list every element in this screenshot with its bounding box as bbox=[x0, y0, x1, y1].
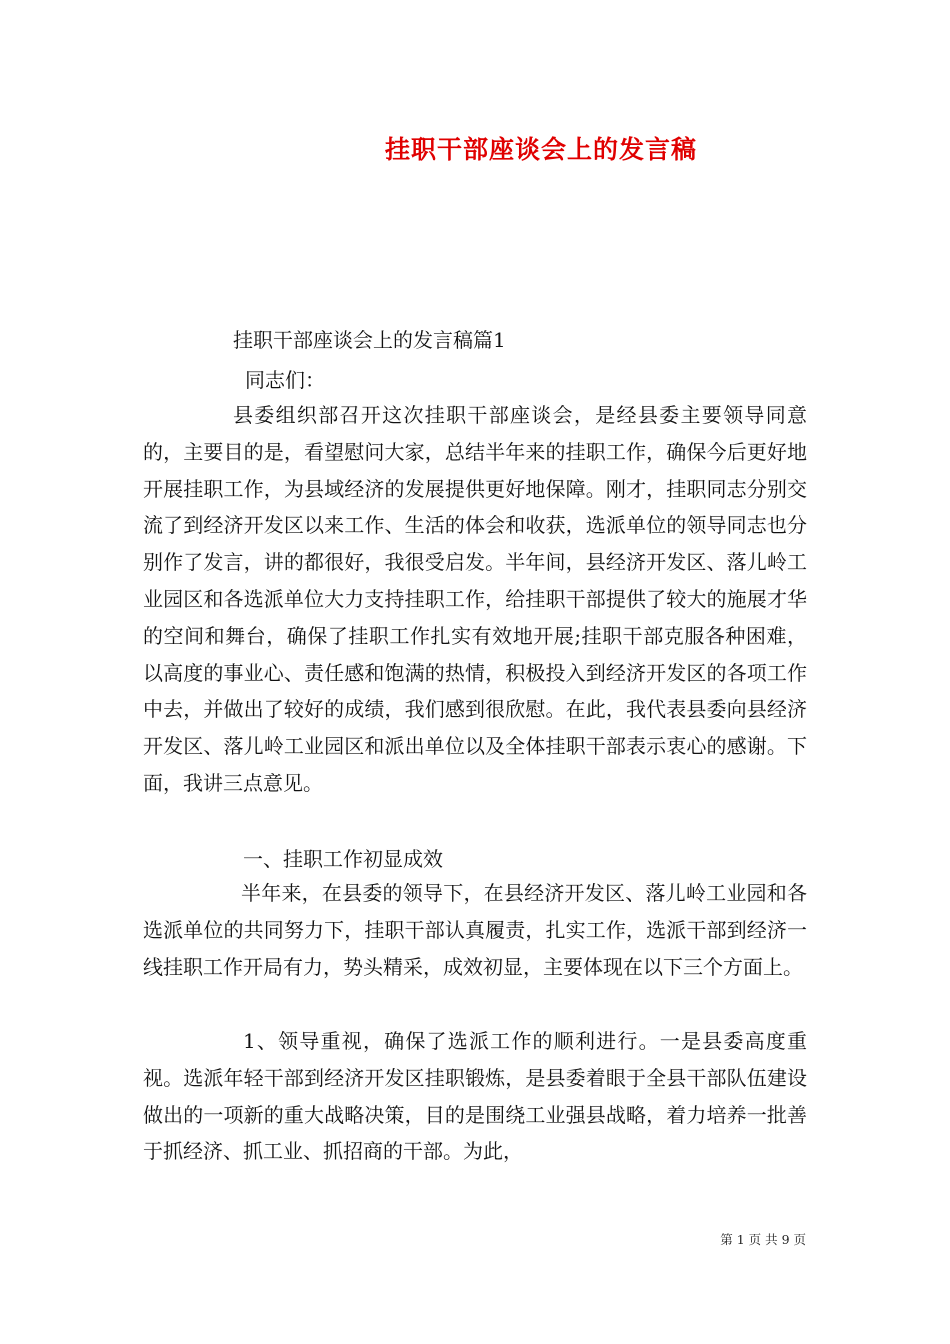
document-subtitle: 挂职干部座谈会上的发言稿篇1 bbox=[233, 328, 506, 352]
section-heading-1: 一、挂职工作初显成效 bbox=[243, 847, 443, 871]
paragraph-intro: 县委组织部召开这次挂职干部座谈会，是经县委主要领导同意的，主要目的是，看望慰问大家，总结半年来的挂职工作，确保今后更好地开展挂职工作，为县域经济的发展提供更好地保障。刚才，挂职同志分别交流了到经济开发区以来工作、生活的体会和收获，选派单位的领导同志也分别作了发言，讲的都很好，我很受启发。半年间，县经济开发区、落儿岭工业园区和各选派单位大力支持挂职工作，给挂职干部提供了较大的施展才华的空间和舞台，确保了挂职工作扎实有效地开展;挂职干部克服各种困难，以高度的事业心、责任感和饱满的热情，积极投入到经济开发区的各项工作中去，并做出了较好的成绩，我们感到很欣慰。在此，我代表县委向县经济开发区、落儿岭工业园区和派出单位以及全体挂职干部表示衷心的感谢。下面，我讲三点意见。 bbox=[143, 403, 807, 795]
greeting: 同志们： bbox=[245, 368, 325, 392]
paragraph-point-1: 1、领导重视，确保了选派工作的顺利进行。一是县委高度重视。选派年轻干部到经济开发区挂职锻炼，是县委着眼于全县干部队伍建设做出的一项新的重大战略决策，目的是围绕工业强县战略，着力培养一批善于抓经济、抓工业、抓招商的干部。为此， bbox=[143, 1029, 807, 1164]
page-number: 第 1 页 共 9 页 bbox=[720, 1232, 806, 1247]
paragraph-section-1: 半年来，在县委的领导下，在县经济开发区、落儿岭工业园和各选派单位的共同努力下，挂职干部认真履责，扎实工作，选派干部到经济一线挂职工作开局有力，势头精采，成效初显，主要体现在以下三个方面上。 bbox=[143, 881, 807, 979]
document-title: 挂职干部座谈会上的发言稿 bbox=[384, 135, 697, 164]
